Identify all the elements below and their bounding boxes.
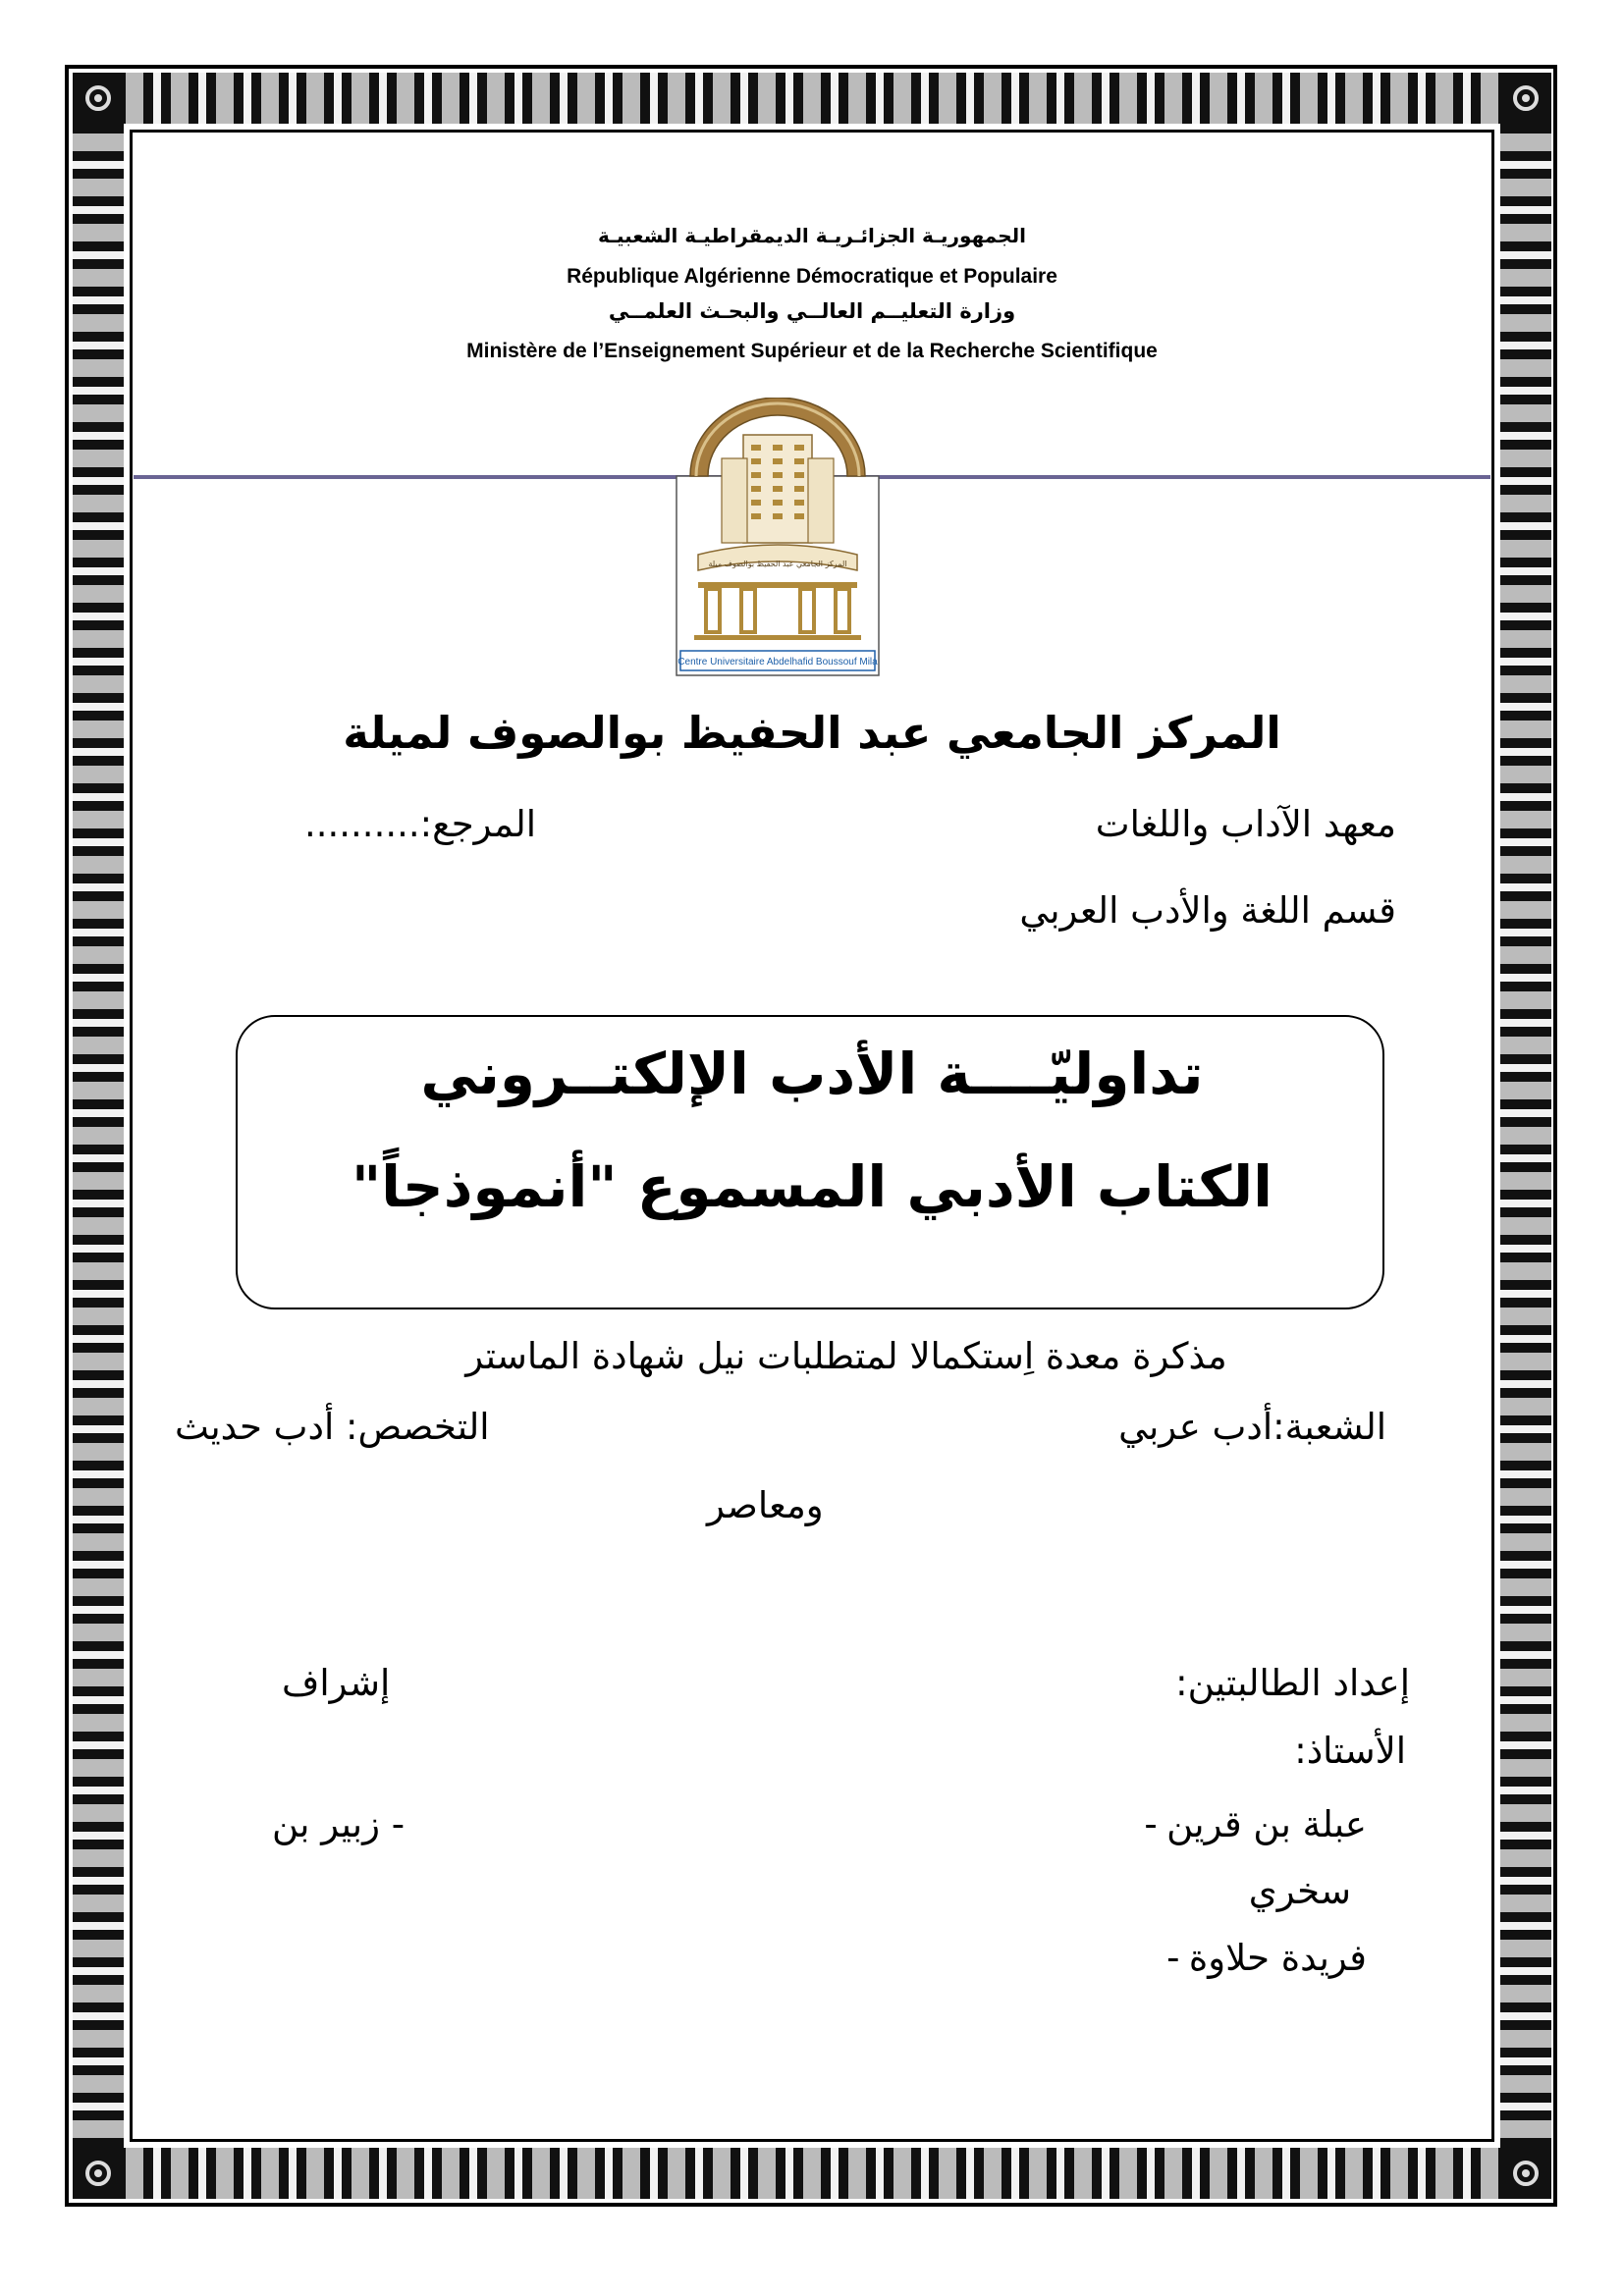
- logo-caption-ar: المركز الجامعي عبد الحفيظ بوالصوف ميلة: [708, 560, 847, 568]
- supervision-label: إشراف: [282, 1662, 391, 1704]
- list-bullet: -: [1144, 1803, 1158, 1845]
- corner-ornament-icon: [73, 2148, 124, 2199]
- university-logo: [675, 398, 881, 677]
- ministry-title-ar: وزارة التعليــم العالــي والبحـث العلمــي: [608, 299, 1016, 323]
- department-name: قسم اللغة والأدب العربي: [1019, 889, 1396, 932]
- corner-ornament-icon: [1500, 2148, 1551, 2199]
- specialty-field: التخصص: أدب حديث: [175, 1406, 490, 1448]
- student-name: عبلة بن قرين: [1166, 1803, 1367, 1845]
- student-name-continued: سخري: [1248, 1870, 1351, 1912]
- border-left-band: [73, 124, 124, 2148]
- ministry-title-fr: Ministère de l’Enseignement Supérieur et de la Recherche Scientifique: [466, 340, 1158, 362]
- republic-title-fr: République Algérienne Démocratique et Populaire: [567, 265, 1057, 288]
- student-name: فريدة حلاوة: [1188, 1937, 1367, 1979]
- corner-ornament-icon: [73, 73, 124, 124]
- student-list-item: [1135, 1803, 1406, 1845]
- institute-name: معهد الآداب واللغات: [1095, 803, 1396, 845]
- thesis-title: تداوليّــــة الأدب الإلكتــروني: [420, 1041, 1204, 1107]
- supervisor-name: - زبير بن: [272, 1803, 406, 1845]
- university-name: المركز الجامعي عبد الحفيظ بوالصوف لميلة: [343, 707, 1281, 759]
- logo-caption-fr: Centre Universitaire Abdelhafid Boussouf Mila: [677, 657, 878, 667]
- professor-label: الأستاذ:: [1294, 1730, 1406, 1772]
- branch-field: الشعبة:أدب عربي: [1118, 1406, 1386, 1448]
- list-bullet: -: [1166, 1937, 1180, 1979]
- thesis-subtitle: الكتاب الأدبي المسموع "أنموذجاً": [351, 1153, 1273, 1220]
- border-bottom-band: [116, 2148, 1508, 2199]
- reference-field: المرجع:..........: [304, 803, 537, 845]
- corner-ornament-icon: [1500, 73, 1551, 124]
- memo-description: مذكرة معدة اِستكمالا لمتطلبات نيل شهادة الماستر: [465, 1335, 1227, 1377]
- prepared-by-label: إعداد الطالبتين:: [1175, 1662, 1410, 1704]
- border-right-band: [1500, 124, 1551, 2148]
- border-top-band: [116, 73, 1508, 124]
- student-list-item: [1158, 1937, 1406, 1979]
- specialty-field-continued: ومعاصر: [707, 1484, 824, 1526]
- republic-title-ar: الجمهوريـة الجزائـريـة الديمقراطيـة الشعبيـة: [598, 224, 1026, 247]
